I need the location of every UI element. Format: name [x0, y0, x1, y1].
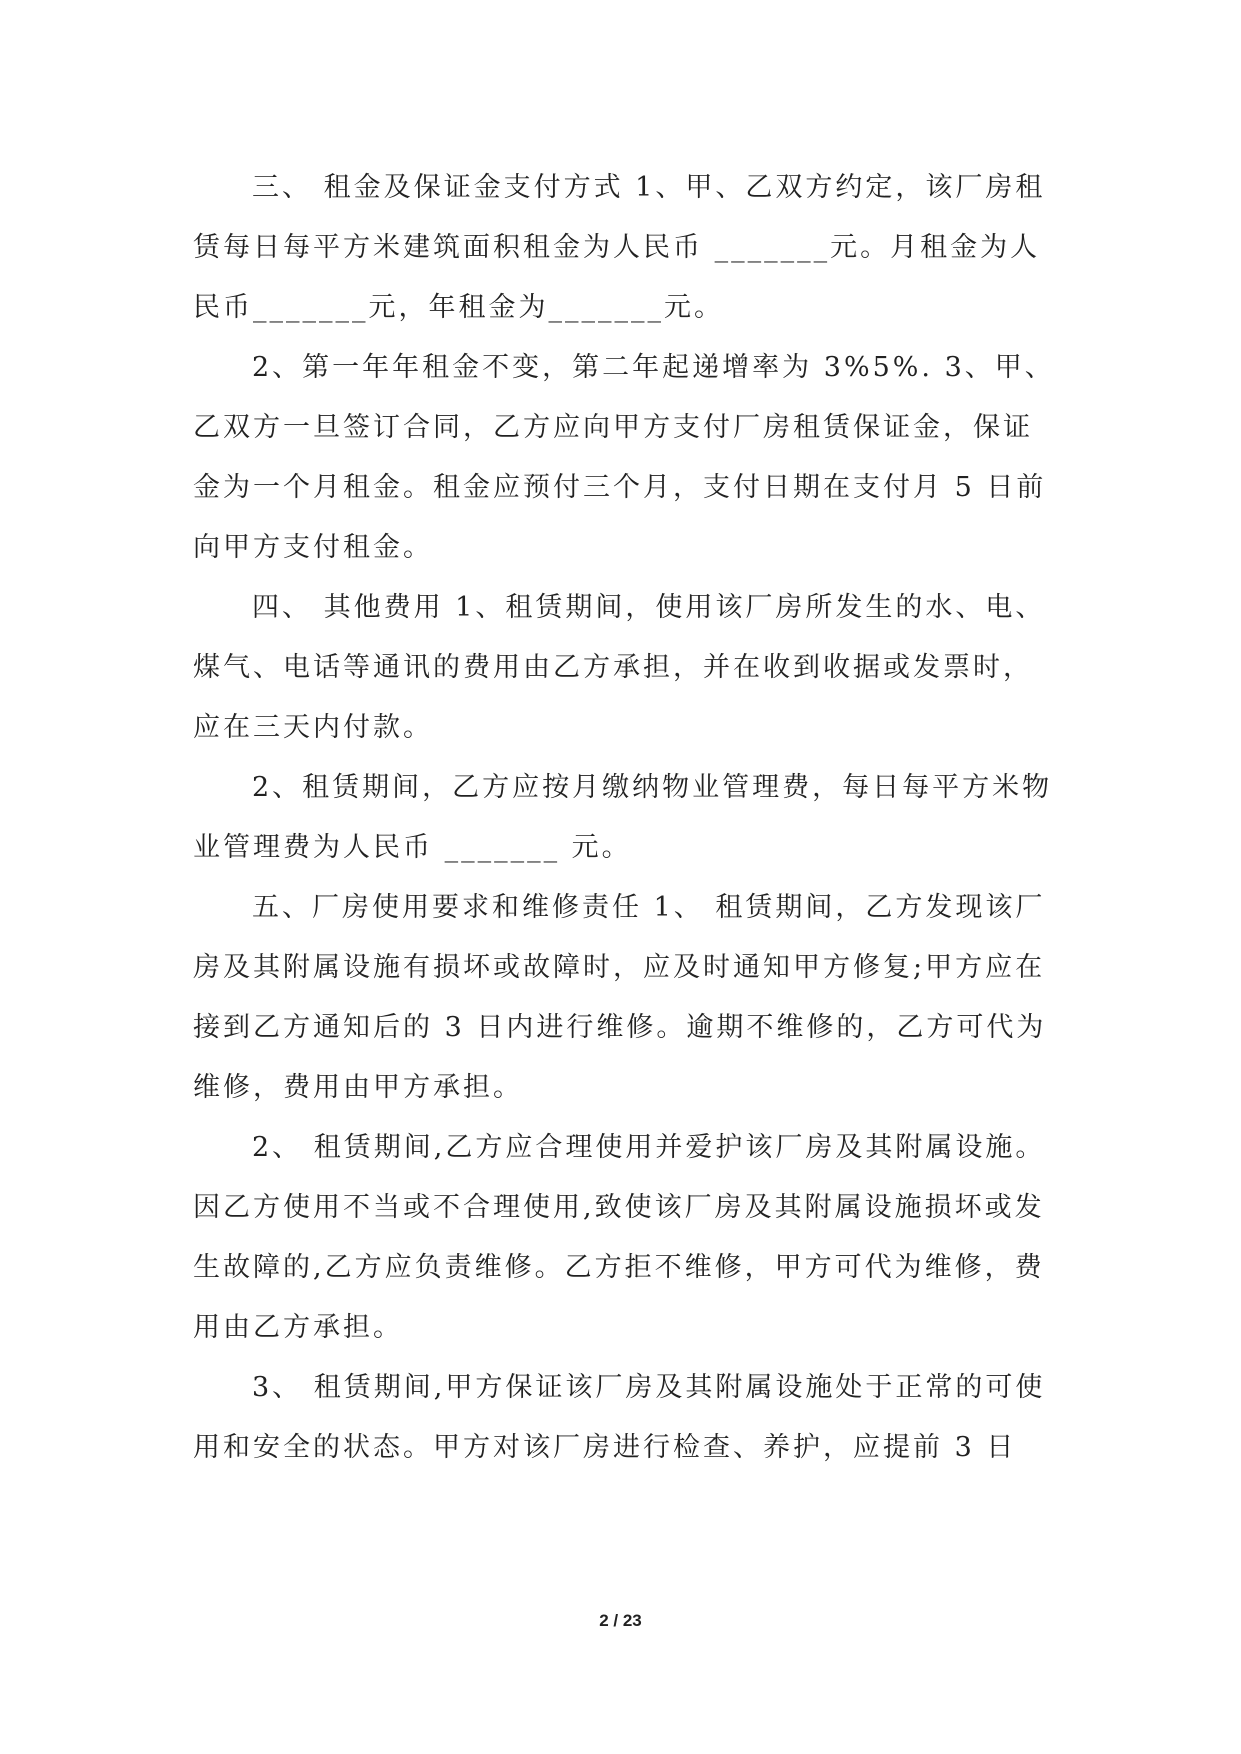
paragraph-maintenance-landlord: 五、厂房使用要求和维修责任 1、 租赁期间，乙方发现该厂房及其附属设施有损坏或故障时，应及时通知甲方修复;甲方应在接到乙方通知后的 3 日内进行维修。逾期不维修的，乙方可代为维修，费用由甲方承担。: [193, 892, 1047, 1103]
paragraph-rent-increase-deposit: 2、第一年年租金不变，第二年起递增率为 3%5%. 3、甲、乙双方一旦签订合同，乙方应向甲方支付厂房租赁保证金，保证金为一个月租金。租金应预付三个月，支付日期在支付月 5 日前向甲方支付租金。: [193, 352, 1055, 563]
paragraph-management-fee: 2、租赁期间，乙方应按月缴纳物业管理费，每日每平方米物业管理费为人民币 _______ 元。: [193, 772, 1053, 863]
page-number: 2 / 23: [599, 1611, 642, 1630]
paragraph-safety-inspection: 3、 租赁期间,甲方保证该厂房及其附属设施处于正常的可使用和安全的状态。甲方对该厂房进行检查、养护，应提前 3 日: [193, 1372, 1046, 1463]
paragraph-other-fees: 四、 其他费用 1、租赁期间，使用该厂房所发生的水、电、煤气、电话等通讯的费用由乙方承担，并在收到收据或发票时，应在三天内付款。: [193, 592, 1046, 743]
paragraph-maintenance-tenant: 2、 租赁期间,乙方应合理使用并爱护该厂房及其附属设施。因乙方使用不当或不合理使用,致使该厂房及其附属设施损坏或发生故障的,乙方应负责维修。乙方拒不维修，甲方可代为维修，费用由乙方承担。: [193, 1132, 1046, 1343]
document-body: [193, 158, 1057, 1478]
paragraph-rent-and-deposit: 三、 租金及保证金支付方式 1、甲、乙双方约定，该厂房租赁每日每平方米建筑面积租金为人民币 _______元。月租金为人民币_______元，年租金为_______元。: [193, 172, 1046, 323]
